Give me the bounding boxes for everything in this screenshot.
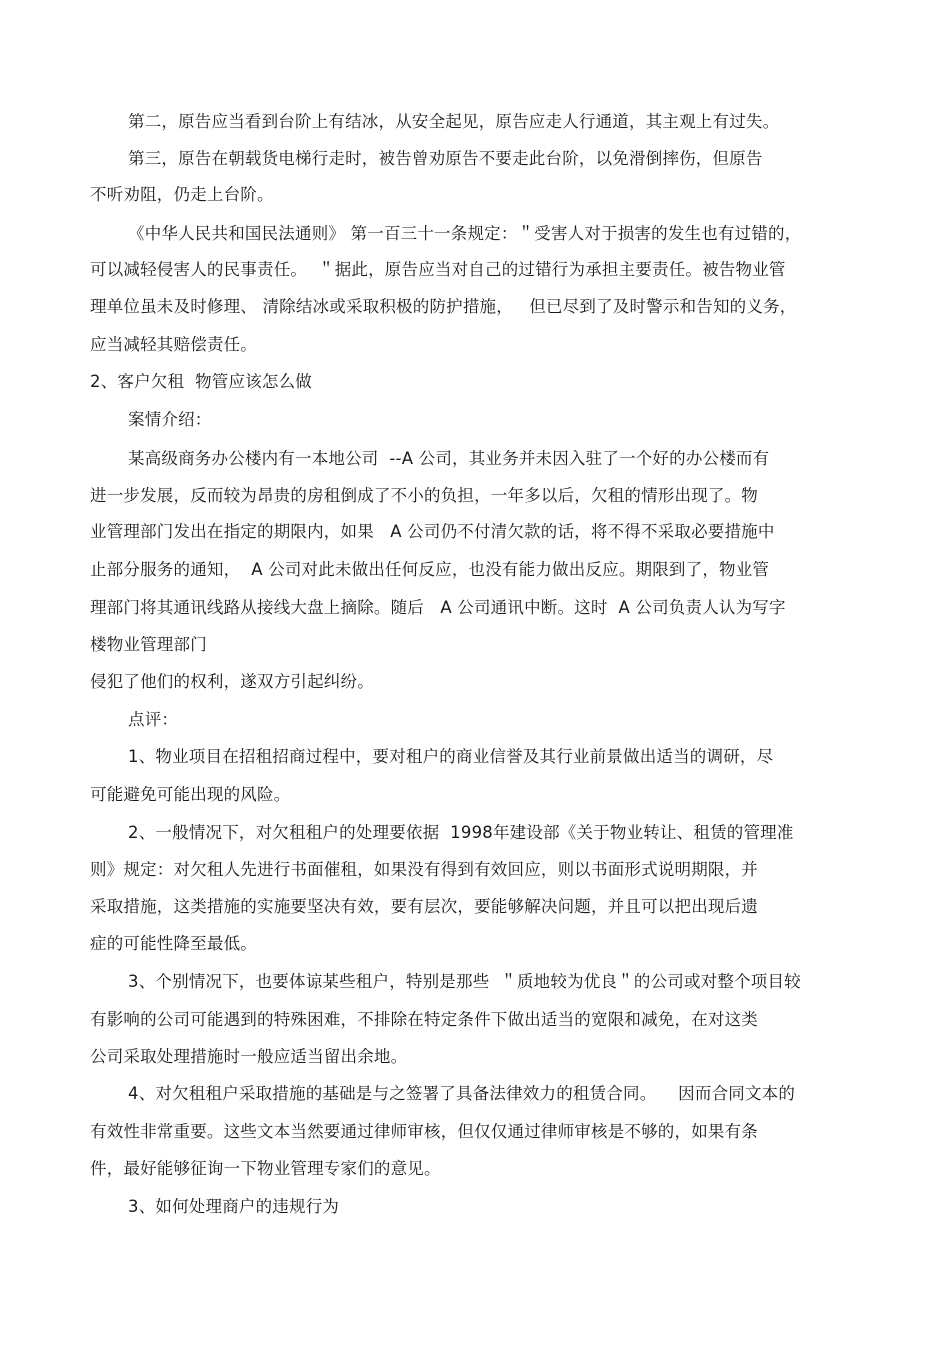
section-heading: 3、如何处理商户的违规行为 bbox=[128, 1197, 340, 1216]
text-line: 不听劝阻，仍走上台阶。 bbox=[90, 185, 274, 204]
text-line: 第二，原告应当看到台阶上有结冰，从安全起见，原告应走人行通道，其主观上有过失。 bbox=[128, 112, 780, 131]
text-line: 理单位虽未及时修理、 清除结冰或采取积极的防护措施， 但已尽到了及时警示和告知的义务， bbox=[90, 297, 797, 316]
text-line: 可能避免可能出现的风险。 bbox=[90, 785, 291, 804]
text-line: 采取措施，这类措施的实施要坚决有效，要有层次，要能够解决问题，并且可以把出现后遗 bbox=[90, 897, 758, 916]
text-line: 侵犯了他们的权利，遂双方引起纠纷。 bbox=[90, 672, 374, 691]
text-line: 有影响的公司可能遇到的特殊困难，不排除在特定条件下做出适当的宽限和减免，在对这类 bbox=[90, 1010, 758, 1029]
text-line: 可以减轻侵害人的民事责任。 ＂据此，原告应当对自己的过错行为承担主要责任。被告物业管 bbox=[90, 260, 786, 279]
text-line: 有效性非常重要。这些文本当然要通过律师审核，但仅仅通过律师审核是不够的，如果有条 bbox=[90, 1122, 758, 1141]
text-line: 3、个别情况下，也要体谅某些租户，特别是那些 ＂质地较为优良＂的公司或对整个项目较 bbox=[128, 972, 801, 991]
text-line: 第三，原告在朝载货电梯行走时，被告曾劝原告不要走此台阶，以免滑倒摔伤，但原告 bbox=[128, 149, 763, 168]
section-heading: 2、客户欠租 物管应该怎么做 bbox=[90, 372, 312, 391]
subheading: 案情介绍： bbox=[128, 410, 212, 429]
text-line: 件，最好能够征询一下物业管理专家们的意见。 bbox=[90, 1159, 441, 1178]
text-line: 进一步发展，反而较为昂贵的房租倒成了不小的负担，一年多以后，欠租的情形出现了。物 bbox=[90, 486, 758, 505]
text-line: 症的可能性降至最低。 bbox=[90, 934, 257, 953]
text-line: 公司采取处理措施时一般应适当留出余地。 bbox=[90, 1047, 408, 1066]
text-line: 业管理部门发出在指定的期限内，如果 A 公司仍不付清欠款的话，将不得不采取必要措施中 bbox=[90, 522, 775, 541]
text-line: 《中华人民共和国民法通则》 第一百三十一条规定：＂受害人对于损害的发生也有过错的， bbox=[128, 224, 802, 243]
text-line: 理部门将其通讯线路从接线大盘上摘除。随后 A 公司通讯中断。这时 A 公司负责人认为写字 bbox=[90, 598, 786, 617]
text-line: 2、一般情况下，对欠租租户的处理要依据 1998年建设部《关于物业转让、租赁的管理准 bbox=[128, 823, 794, 842]
text-line: 4、对欠租租户采取措施的基础是与之签署了具备法律效力的租赁合同。 因而合同文本的 bbox=[128, 1084, 796, 1103]
text-line: 则》规定：对欠租人先进行书面催租，如果没有得到有效回应，则以书面形式说明期限，并 bbox=[90, 860, 758, 879]
subheading: 点评： bbox=[128, 710, 179, 729]
text-line: 止部分服务的通知， A 公司对此未做出任何反应，也没有能力做出反应。期限到了，物业管 bbox=[90, 560, 770, 579]
text-line: 应当减轻其赔偿责任。 bbox=[90, 335, 257, 354]
text-line: 楼物业管理部门 bbox=[90, 635, 207, 654]
text-line: 1、物业项目在招租招商过程中，要对租户的商业信誉及其行业前景做出适当的调研，尽 bbox=[128, 747, 774, 766]
text-line: 某高级商务办公楼内有一本地公司 --A 公司，其业务并未因入驻了一个好的办公楼而有 bbox=[128, 449, 770, 468]
